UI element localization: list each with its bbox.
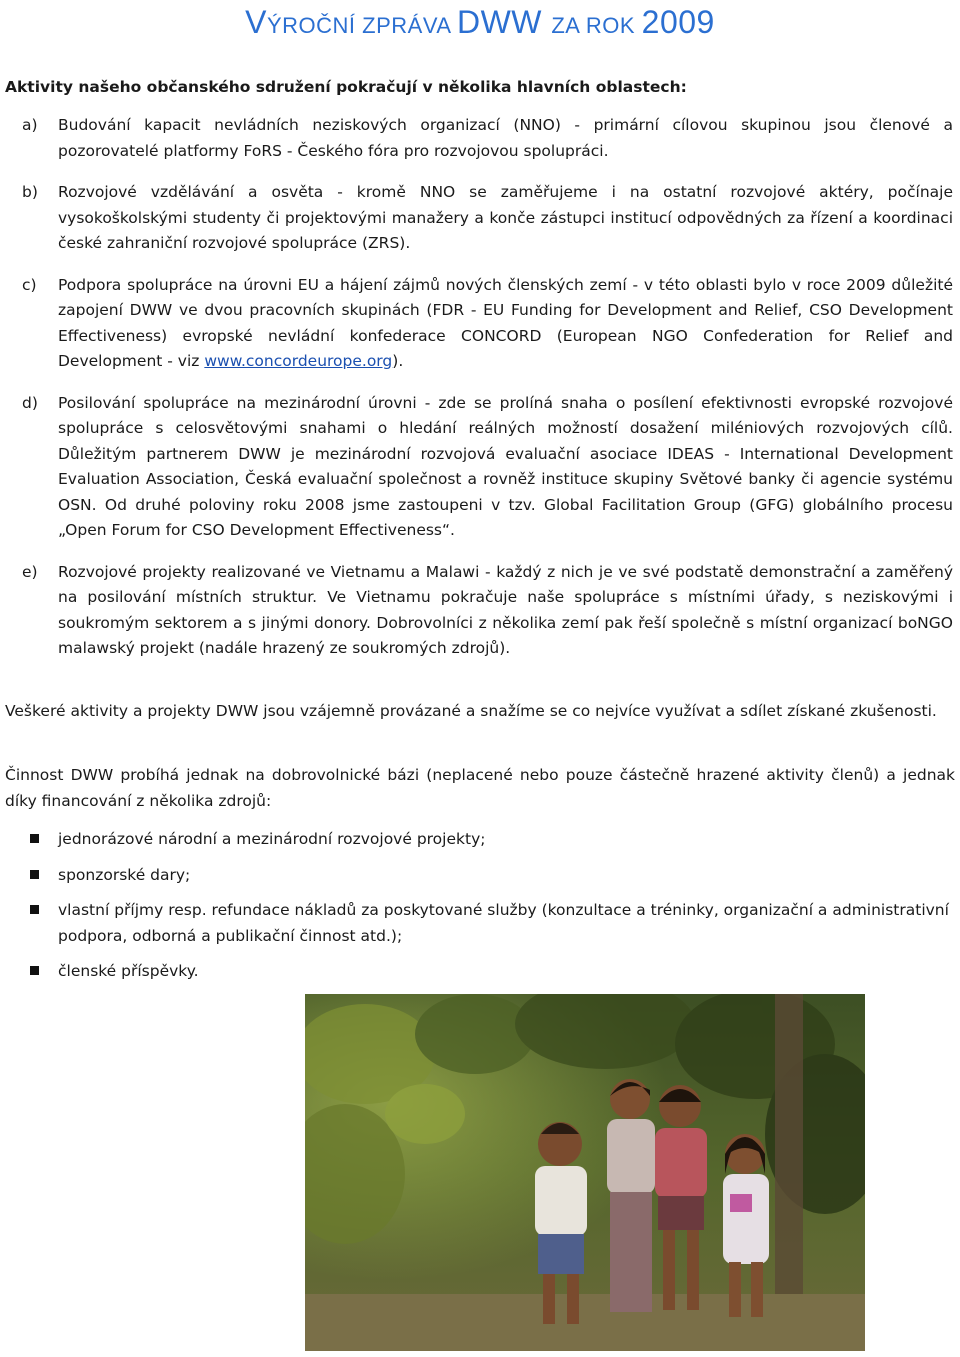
item-marker: b) bbox=[22, 183, 38, 201]
item-text-part: Podpora spolupráce na úrovni EU a hájení zájmů nových členských zemí - v této oblasti bylo v roce 2009 důležité zapojení DWW ve dvou pracovních skupinách (FDR - EU Funding for Development and Relief, CSO Development Effectiveness) evropské nevládní konfederace CONCORD (European NGO Confederation for Relief and Development - viz bbox=[58, 275, 953, 370]
item-marker: d) bbox=[22, 393, 38, 412]
title-part: DWW bbox=[456, 4, 552, 40]
title-part: V bbox=[245, 4, 267, 40]
item-text: Rozvojové projekty realizované ve Vietnamu a Malawi - každý z nich je ve své podstatě demonstrační a zaměřený na posilování místních struktur. Ve Vietnamu pokračuje naše spolupráce s místními úřady, s neziskovými i soukromým sektorem a s jinými donory. Dobrovolníci z několika zemí pak řeší společně s místní organizací boNGO malawský projekt (nadále hrazený ze soukromých zdrojů). bbox=[58, 562, 953, 657]
bullet-text: vlastní příjmy resp. refundace nákladů za poskytované služby (konzultace a tréninky, organizační a administrativní podpora, odborná a publikační činnost atd.); bbox=[58, 901, 949, 945]
bullet-text: členské příspěvky. bbox=[58, 962, 199, 980]
item-marker: e) bbox=[22, 562, 38, 581]
children-photo-illustration bbox=[305, 994, 865, 1351]
intro-heading: Aktivity našeho občanského sdružení pokračují v několika hlavních oblastech: bbox=[5, 78, 687, 96]
paragraph-activities: Veškeré aktivity a projekty DWW jsou vzájemně provázané a snažíme se co nejvíce využívat a sdílet získané zkušenosti. bbox=[5, 702, 937, 720]
item-text: Budování kapacit nevládních neziskových organizací (NNO) - primární cílovou skupinou jsou členové a pozorovatelé platformy FoRS - Českého fóra pro rozvojovou spolupráci. bbox=[58, 116, 953, 160]
list-item bbox=[0, 391, 960, 544]
bullet-text: jednorázové národní a mezinárodní rozvojové projekty; bbox=[58, 830, 486, 848]
concord-link[interactable]: www.concordeurope.org bbox=[204, 352, 393, 370]
list-item bbox=[0, 959, 960, 985]
list-item bbox=[0, 898, 960, 949]
list-item bbox=[0, 863, 960, 889]
item-text: Posilování spolupráce na mezinárodní úrovni - zde se prolíná snaha o posílení efektivnosti evropské rozvojové spolupráce s celosvětovými snahami o hledání reálných možností dosažení miléniových rozvojových cílů. Důležitým partnerem DWW je mezinárodní rozvojová evaluační asociace IDEAS - International Development Evaluation Association, Česká evaluační společnost a rovněž instituce skupiny Světové banky či agencie systému OSN. Od druhé poloviny roku 2008 jsme zastoupeni v tzv. Global Facilitation Group (GFG) globálního procesu „Open Forum for CSO Development Effectiveness“. bbox=[58, 393, 953, 539]
activity-list bbox=[0, 113, 960, 672]
item-text: Rozvojové vzdělávání a osvěta - kromě NNO se zaměřujeme i na ostatní rozvojové aktéry, počínaje vysokoškolskými studenty či projektovými manažery a konče zástupci institucí odpovědných za řízení a koordinaci české zahraniční rozvojové spolupráce (ZRS). bbox=[58, 183, 953, 252]
title-part: ÝROČNÍ ZPRÁVA bbox=[266, 13, 457, 38]
bullet-square-icon bbox=[0, 898, 58, 949]
item-text bbox=[58, 273, 953, 375]
list-item bbox=[0, 273, 960, 375]
list-item bbox=[0, 827, 960, 853]
item-text-part: ). bbox=[392, 352, 404, 370]
list-item bbox=[0, 113, 960, 164]
bullet-text: sponzorské dary; bbox=[58, 865, 191, 884]
page-title bbox=[0, 4, 960, 41]
item-marker: c) bbox=[22, 275, 37, 294]
children-photo bbox=[305, 994, 865, 1351]
list-item bbox=[0, 180, 960, 257]
item-marker: a) bbox=[22, 116, 38, 134]
title-part: ZA ROK bbox=[551, 13, 642, 38]
paragraph-funding: Činnost DWW probíhá jednak na dobrovolnické bázi (neplacené nebo pouze částečně hrazené aktivity členů) a jednak díky financování z několika zdrojů: bbox=[5, 766, 955, 810]
bullet-square-icon bbox=[0, 863, 58, 889]
title-part: 2009 bbox=[641, 4, 715, 40]
bullet-square-icon bbox=[0, 827, 58, 853]
bullet-square-icon bbox=[0, 959, 58, 985]
list-item bbox=[0, 560, 960, 662]
funding-list bbox=[0, 827, 960, 995]
